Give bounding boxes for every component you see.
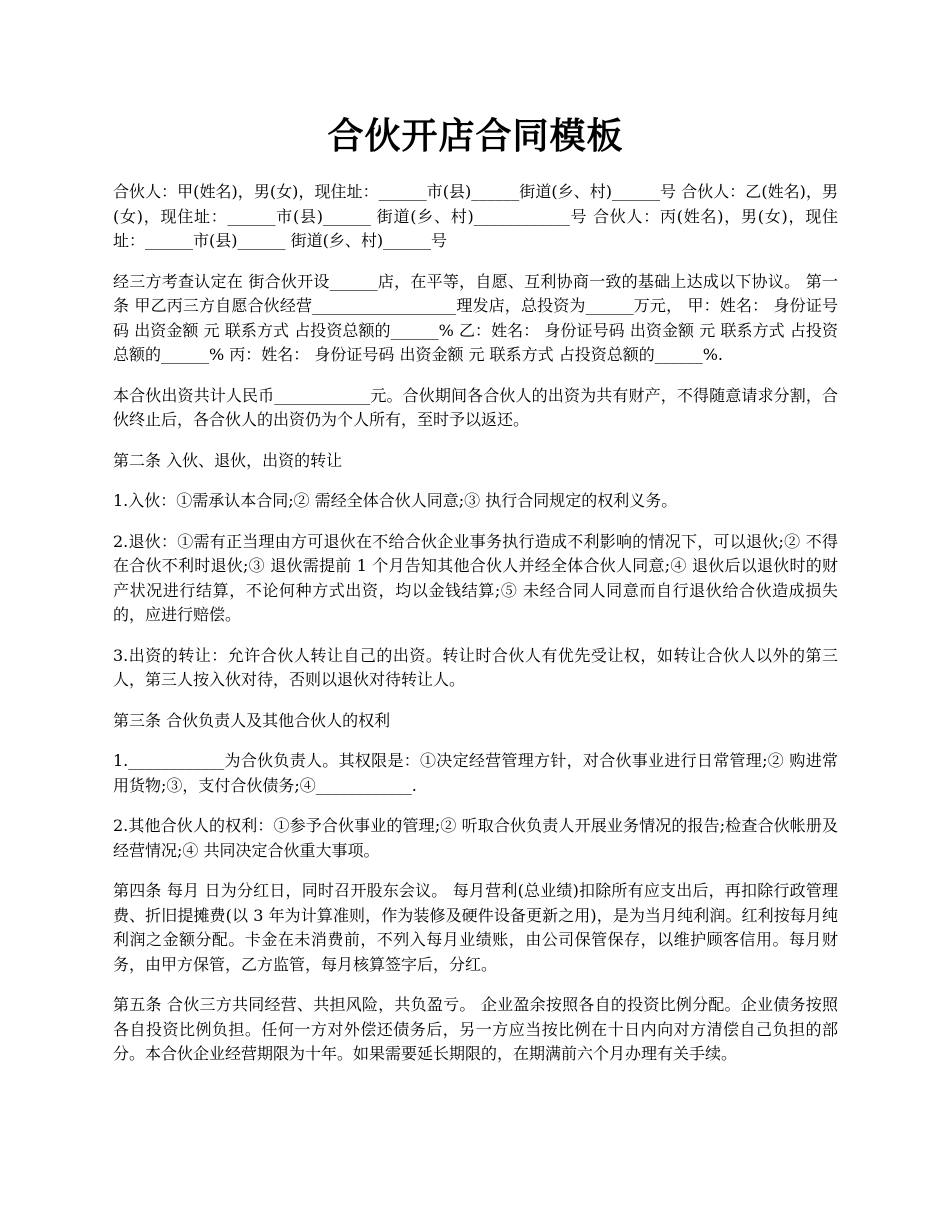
paragraph-transfer: 3.出资的转让：允许合伙人转让自己的出资。转让时合伙人有优先受让权，如转让合伙人以外的第三人，第三人按入伙对待，否则以退伙对待转让人。 (113, 645, 838, 689)
paragraph-capital: 本合伙出资共计人民币____________元。合伙期间各合伙人的出资为共有财产，不得随意请求分割，合伙终止后，各合伙人的出资仍为个人所有，至时予以返还。 (113, 385, 838, 429)
paragraph-article-5: 第五条 合伙三方共同经营、共担风险，共负盈亏。 企业盈余按照各自的投资比例分配。企业债务按照各自投资比例负担。任何一方对外偿还债务后，另一方应当按比例在十日内向对方清偿自己负担的部分。本合伙企业经营期限为十年。如果需要延长期限的，在期满前六个月办理有关手续。 (113, 995, 838, 1063)
document-body (113, 180, 838, 1067)
paragraph-partners: 合伙人：甲(姓名)，男(女)，现住址：______市(县)______街道(乡、村)______号 合伙人：乙(姓名)，男(女)，现住址：______市(县)______ 街道(乡、村)____________号 合伙人：丙(姓名)，男(女)，现住址：______市(县)______ 街道(乡、村)______号 (113, 182, 838, 250)
paragraph-other-partners-rights: 2.其他合伙人的权利：①参予合伙事业的管理;② 听取合伙负责人开展业务情况的报告;检查合伙帐册及经营情况;④ 共同决定合伙重大事项。 (113, 816, 838, 860)
paragraph-joining: 1.入伙：①需承认本合同;② 需经全体合伙人同意;③ 执行合同规定的权利义务。 (113, 491, 678, 510)
paragraph-manager: 1.____________为合伙负责人。其权限是：①决定经营管理方针，对合伙事业进行日常管理;② 购进常用货物;③，支付合伙债务;④____________. (113, 751, 838, 795)
heading-article-2: 第二条 入伙、退伙，出资的转让 (113, 450, 343, 470)
paragraph-article-4: 第四条 每月 日为分红日，同时召开股东会议。 每月营利(总业绩)扣除所有应支出后，再扣除行政管理费、折旧提摊费(以 3 年为计算准则，作为装修及硬件设备更新之用)，是为当月纯利润。红利按每月纯利润之金额分配。卡金在未消费前，不列入每月业绩账，由公司保管保存，以维护顾客信用。每月财务，由甲方保管，乙方监管，每月核算签字后，分红。 (113, 881, 838, 974)
document-title: 合伙开店合同模板 (327, 115, 624, 157)
heading-article-3: 第三条 合伙负责人及其他合伙人的权利 (113, 710, 391, 730)
document-page (113, 0, 838, 1083)
paragraph-agreement-article-1: 经三方考查认定在 街合伙开设______店，在平等，自愿、互利协商一致的基础上达成以下协议。 第一条 甲乙丙三方自愿合伙经营__________________理发店，总投资为______万元， 甲：姓名： 身份证号码 出资金额 元 联系方式 占投资总额的______% 乙：姓名： 身份证号码 出资金额 元 联系方式 占投资总额的______% 丙：姓名： 身份证号码 出资金额 元 联系方式 占投资总额的______%. (113, 271, 838, 364)
paragraph-withdrawal: 2.退伙：①需有正当理由方可退伙在不给合伙企业事务执行造成不利影响的情况下，可以退伙;② 不得在合伙不利时退伙;③ 退伙需提前 1 个月告知其他合伙人并经全体合伙人同意;④ 退伙后以退伙时的财产状况进行结算，不论何种方式出资，均以金钱结算;⑤ 未经合同人同意而自行退伙给合伙造成损失的，应进行赔偿。 (113, 531, 838, 624)
